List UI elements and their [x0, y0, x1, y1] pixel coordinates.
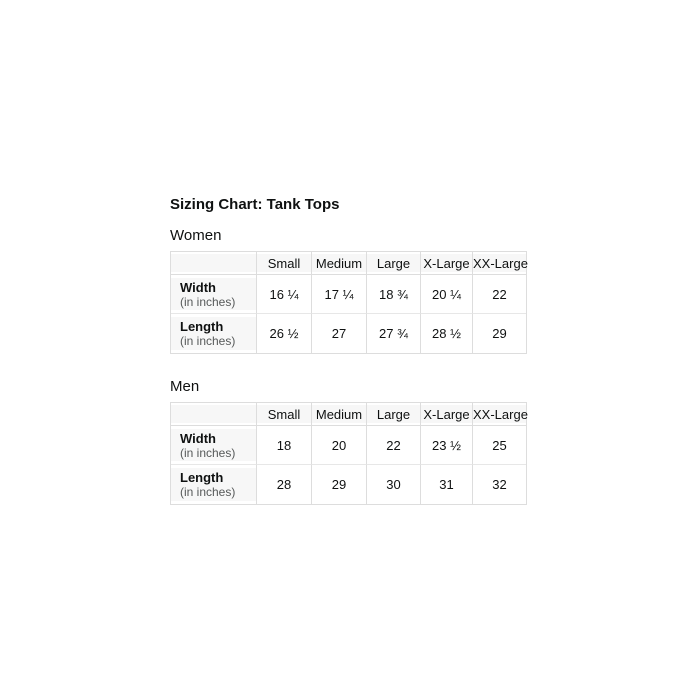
column-header-xxlarge: XX-Large [473, 403, 526, 426]
column-header-small: Small [257, 252, 312, 275]
size-value-cell: 25 [473, 426, 526, 465]
size-value-cell: 20 ¼ [421, 275, 473, 314]
size-value-cell: 18 [257, 426, 312, 465]
column-header-medium: Medium [312, 252, 367, 275]
size-value-cell: 29 [492, 326, 507, 341]
column-header-large: Large [367, 403, 421, 426]
row-sublabel: (in inches) [180, 334, 236, 348]
women-length-row [171, 314, 526, 353]
column-header-medium: Medium [312, 403, 367, 426]
size-value-cell: 18 ¾ [367, 275, 421, 314]
men-size-table [170, 402, 527, 505]
size-value-cell: 22 [367, 426, 421, 465]
column-header-xlarge: X-Large [421, 252, 473, 275]
size-value-cell: 30 [367, 465, 421, 504]
column-header-large: Large [367, 252, 421, 275]
row-label-cell [171, 426, 257, 465]
women-width-row [171, 275, 526, 314]
men-length-row [171, 465, 526, 504]
size-value-cell: 27 ¾ [367, 314, 421, 353]
row-label: Width [180, 279, 216, 295]
page-title: Sizing Chart: Tank Tops [170, 196, 340, 213]
size-value-cell: 31 [421, 465, 473, 504]
size-value-cell: 29 [312, 465, 367, 504]
size-value-cell: 28 [257, 465, 312, 504]
size-value-cell: 32 [492, 477, 507, 492]
men-section [170, 379, 527, 505]
column-header-xxlarge: XX-Large [473, 252, 526, 275]
size-value-cell: 27 [312, 314, 367, 353]
size-value-cell: 26 ½ [257, 314, 312, 353]
size-value-cell: 16 ¼ [257, 275, 312, 314]
row-sublabel: (in inches) [180, 294, 236, 309]
column-header-small: Small [257, 403, 312, 426]
column-header-xlarge: X-Large [421, 403, 473, 426]
row-label: Length [180, 470, 224, 485]
row-label-cell [171, 275, 257, 314]
women-size-table [170, 251, 527, 354]
women-section [170, 228, 527, 354]
size-value-cell: 22 [473, 275, 526, 314]
row-label: Length [180, 319, 224, 334]
section-title-women: Women [170, 227, 222, 244]
row-sublabel: (in inches) [180, 445, 236, 460]
size-value-cell: 20 [312, 426, 367, 465]
women-header-row [171, 252, 526, 275]
row-label: Width [180, 430, 216, 446]
row-label-cell [171, 314, 257, 353]
men-header-row [171, 403, 526, 426]
corner-cell [171, 403, 257, 426]
men-width-row [171, 426, 526, 465]
corner-cell [171, 252, 257, 275]
size-value-cell: 23 ½ [421, 426, 473, 465]
sizing-chart-content [170, 197, 527, 505]
size-value-cell: 17 ¼ [312, 275, 367, 314]
section-title-men: Men [170, 378, 200, 395]
size-value-cell: 28 ½ [421, 314, 473, 353]
row-sublabel: (in inches) [180, 485, 236, 499]
row-label-cell [171, 465, 257, 504]
